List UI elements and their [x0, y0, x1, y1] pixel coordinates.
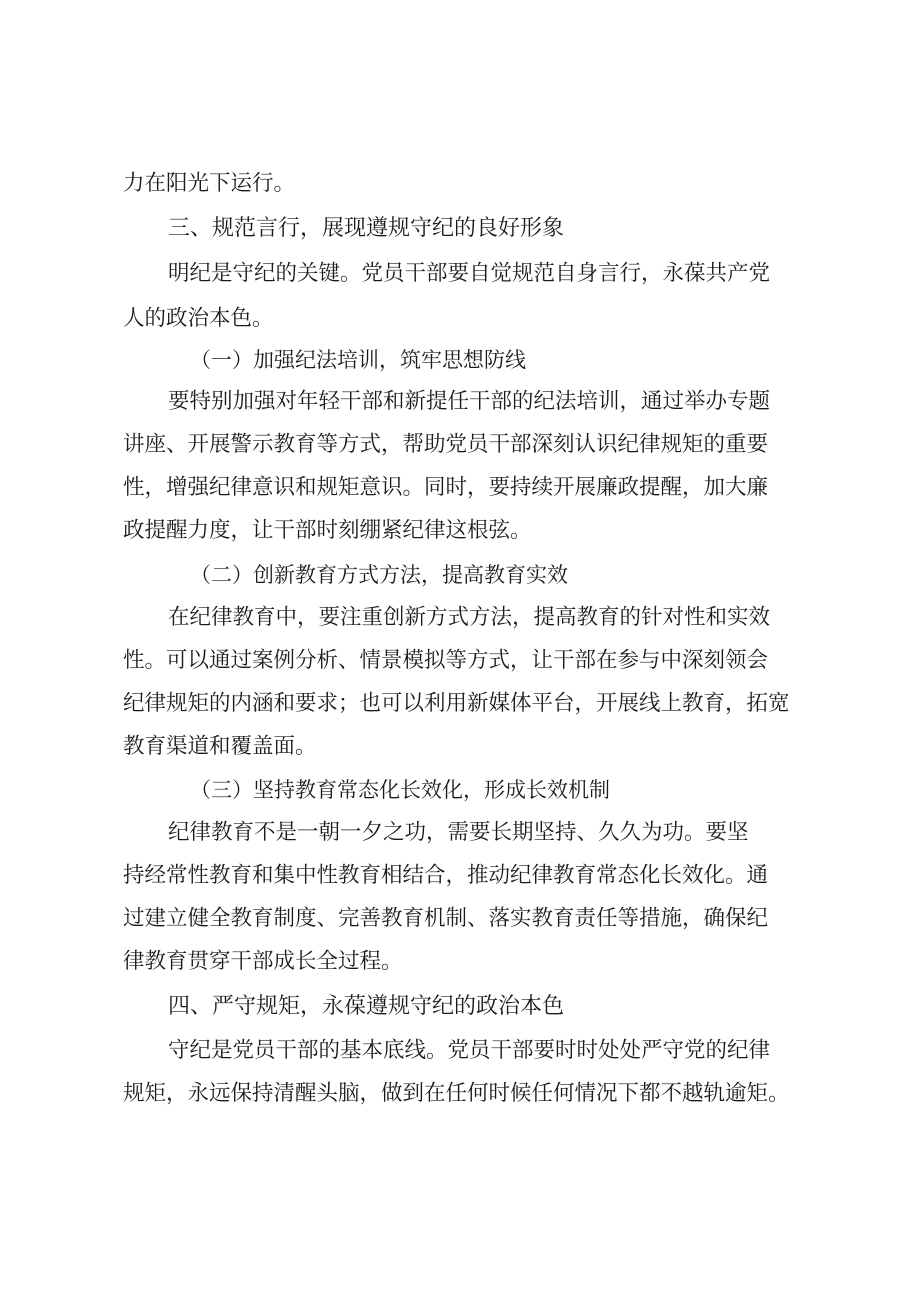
body-line: 规矩，永远保持清醒头脑，做到在任何时候任何情况下都不越轨逾矩。 — [123, 1081, 790, 1106]
body-line: 在纪律教育中，要注重创新方式方法，提高教育的针对性和实效 — [168, 605, 771, 630]
section-heading-4: 四、严守规矩，永葆遵规守纪的政治本色 — [168, 994, 565, 1019]
body-line: 持经常性教育和集中性教育相结合，推动纪律教育常态化长效化。通 — [123, 863, 769, 888]
body-line: 守纪是党员干部的基本底线。党员干部要时时处处严守党的纪律 — [168, 1038, 771, 1063]
section-heading-3: 三、规范言行，展现遵规守纪的良好形象 — [168, 216, 565, 241]
subsection-heading-2: （二）创新教育方式方法，提高教育实效 — [190, 563, 568, 587]
body-line: 纪律教育不是一朝一夕之功，需要长期坚持、久久为功。要坚 — [168, 820, 749, 845]
body-line: 教育渠道和覆盖面。 — [123, 734, 317, 759]
body-line: 过建立健全教育制度、完善教育机制、落实教育责任等措施，确保纪 — [123, 906, 769, 931]
body-line: 人的政治本色。 — [123, 306, 274, 331]
subsection-heading-3: （三）坚持教育常态化长效化，形成长效机制 — [190, 778, 610, 802]
body-line: 明纪是守纪的关键。党员干部要自觉规范自身言行，永葆共产党 — [168, 261, 771, 286]
body-line: 纪律规矩的内涵和要求；也可以利用新媒体平台，开展线上教育，拓宽 — [123, 691, 790, 716]
body-line: 律教育贯穿干部成长全过程。 — [123, 949, 403, 974]
body-line: 力在阳光下运行。 — [123, 171, 296, 196]
body-line: 性。可以通过案例分析、情景模拟等方式，让干部在参与中深刻领会 — [123, 648, 769, 673]
body-line: 讲座、开展警示教育等方式，帮助党员干部深刻认识纪律规矩的重要 — [123, 432, 769, 457]
body-line: 性，增强纪律意识和规矩意识。同时，要持续开展廉政提醒，加大廉 — [123, 475, 769, 500]
body-line: 政提醒力度，让干部时刻绷紧纪律这根弦。 — [123, 518, 532, 543]
subsection-heading-1: （一）加强纪法培训，筑牢思想防线 — [190, 348, 526, 372]
body-line: 要特别加强对年轻干部和新提任干部的纪法培训，通过举办专题 — [168, 389, 771, 414]
